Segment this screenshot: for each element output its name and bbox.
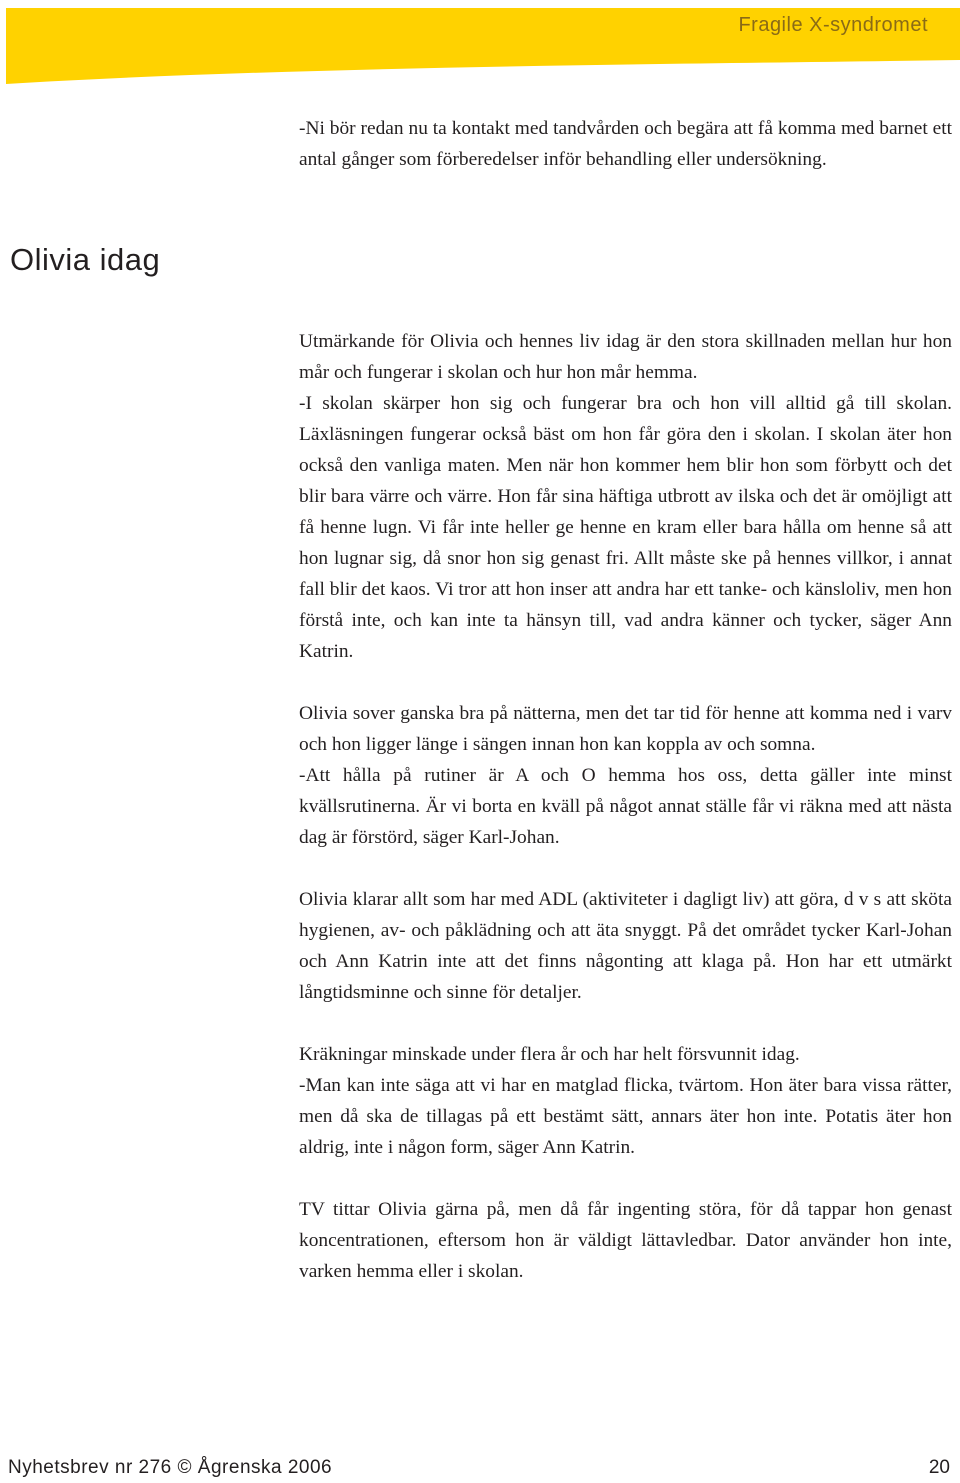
paragraph: Olivia sover ganska bra på nätterna, men det tar tid för henne att komma ned i varv och hon ligger länge i sängen innan hon kan koppla av och somna. [299, 703, 952, 755]
intro-text [299, 113, 952, 175]
paragraph: Olivia klarar allt som har med ADL (aktiviteter i dagligt liv) att göra, d v s att sköta hygienen, av- och påklädning och att äta snyggt. På det området tycker Karl-Johan och Ann Katrin inte att det finns någonting att klaga på. Hon har ett utmärkt långtidsminne och sinne för detaljer. [299, 889, 952, 1003]
paragraph: -I skolan skärper hon sig och fungerar bra och hon vill alltid gå till skolan. Läxläsningen fungerar också bäst om hon får göra den i skolan. I skolan äter hon också den vanliga maten. Men när hon kommer hem blir hon som förbytt och det blir bara värre och värre. Hon får sina häftiga utbrott av ilska och det är omöjligt att få henne lugn. Vi får inte heller ge henne en kram eller bara hålla om henne så att hon lugnar sig, då snor hon sig genast fri. Allt måste ske på hennes villkor, i annat fall blir det kaos. Vi tror att hon inser att andra har ett tanke- och känsloliv, men hon förstå inte, och kan inte ta hänsyn till, vad andra känner och tycker, säger Ann Katrin. [299, 393, 952, 662]
article-body [299, 326, 952, 1287]
footer-publication: Nyhetsbrev nr 276 © Ågrenska 2006 [8, 1457, 333, 1478]
paragraph: -Man kan inte säga att vi har en matglad flicka, tvärtom. Hon äter bara vissa rätter, men då ska de tillagas på ett bestämt sätt, annars äter hon inte. Potatis äter hon aldrig, inte i någon form, säger Ann Katrin. [299, 1075, 952, 1158]
paragraph: TV tittar Olivia gärna på, men då får ingenting störa, för då tappar hon genast koncentrationen, eftersom hon är väldigt lättavledbar. Dator använder hon inte, varken hemma eller i skolan. [299, 1199, 952, 1282]
paragraph: -Att hålla på rutiner är A och O hemma hos oss, detta gäller inte minst kvällsrutinerna. Är vi borta en kväll på något annat ställe får vi räkna med att nästa dag är förstörd, säger Karl-Johan. [299, 765, 952, 848]
paragraph: Kräkningar minskade under flera år och har helt försvunnit idag. [299, 1044, 800, 1065]
paragraph: -Ni bör redan nu ta kontakt med tandvården och begära att få komma med barnet ett antal gånger som förberedelser inför behandling eller undersökning. [299, 118, 952, 170]
header-band [0, 0, 960, 86]
running-title: Fragile X-syndromet [738, 14, 928, 36]
paragraph: Utmärkande för Olivia och hennes liv idag är den stora skillnaden mellan hur hon mår och fungerar i skolan och hur hon mår hemma. [299, 331, 952, 383]
page-number: 20 [928, 1457, 950, 1478]
section-heading: Olivia idag [10, 242, 161, 277]
header-swoosh [0, 0, 960, 86]
